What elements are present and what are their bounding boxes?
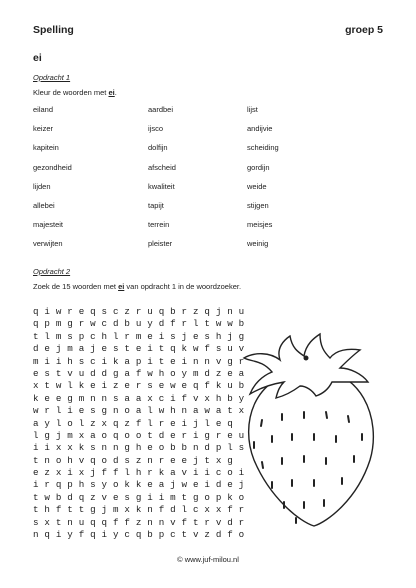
- word-search-row: d e j m a j e s t e i t q k w f s u v: [33, 343, 245, 355]
- word-item: scheiding: [247, 143, 279, 153]
- word-item: lijden: [33, 181, 51, 191]
- word-item: kapitein: [33, 143, 59, 153]
- word-item: gordijn: [247, 162, 270, 172]
- page-title: Spelling: [33, 24, 74, 36]
- word-item: allebei: [33, 201, 55, 210]
- word-search-row: i r q p h s y o k k e a j w e i d e j: [33, 479, 245, 491]
- word-item: kwaliteit: [148, 181, 175, 191]
- word-item: weide: [247, 181, 267, 191]
- topic-label: ei: [33, 52, 42, 64]
- word-search-row: a y l o l z x q z f l r e i j l e q: [33, 417, 233, 429]
- word-item: gezondheid: [33, 162, 72, 172]
- word-item: tapijt: [148, 201, 164, 210]
- word-item: terrein: [148, 220, 170, 230]
- word-item: aardbei: [148, 105, 174, 114]
- word-search-row: t w b d q z v e s g i i m t g o p k o: [33, 491, 245, 503]
- word-item: verwijten: [33, 239, 63, 249]
- word-search-row: i i x x k s n n g h e o b b n d p l s: [33, 442, 245, 454]
- word-item: andijvie: [247, 124, 273, 134]
- word-item: meisjes: [247, 220, 273, 230]
- word-search-row: k e e g m n n s a a x c i f v x h b y: [33, 392, 245, 404]
- word-item: pleister: [148, 239, 173, 249]
- word-search-grid: [33, 306, 244, 541]
- word-item: stijgen: [247, 201, 269, 210]
- word-item: majesteit: [33, 220, 64, 230]
- task2-heading: Opdracht 2: [33, 267, 71, 276]
- grade-label: groep 5: [345, 24, 383, 36]
- word-item: eiland: [33, 105, 54, 114]
- word-search-row: x t w l k e i z e r s e w e q f k u b: [33, 380, 245, 392]
- word-item: keizer: [33, 124, 54, 134]
- word-search-row: q p m g r w c d b u y d f r l t w w b: [33, 318, 245, 330]
- task2-instruction: Zoek de 15 woorden met ei van opdracht 1 in de woordzoeker.: [33, 282, 242, 291]
- word-search-row: t l m s p c h l r m e i s j e s h j g: [33, 330, 245, 342]
- footer-copyright: © www.juf-milou.nl: [177, 555, 239, 564]
- strawberry-illustration: [232, 330, 382, 530]
- word-search-row: l g j m x a o q o o t d e r i g r e u: [33, 429, 245, 441]
- word-search-row: e z x i x j f f l h r k a v i i c o i: [33, 467, 245, 479]
- header: [33, 24, 383, 40]
- word-item: afscheid: [148, 162, 176, 172]
- word-item: dolfijn: [148, 143, 168, 153]
- word-search-row: w r l i e s g n o a l w h n a w a t x: [33, 405, 245, 417]
- word-item: ijsco: [148, 124, 164, 134]
- task1-heading: Opdracht 1: [33, 73, 71, 82]
- word-search-row: n q i y f q i y c q b p c t v z d f o: [33, 529, 245, 541]
- word-search-row: m i i h s c i k a p i t e i n n v g r: [33, 355, 245, 367]
- word-search-row: s x t n u q q f f z n n v f t r v d r: [33, 516, 245, 528]
- word-search-row: e s t v u d d g a f w h o y m d z e a: [33, 367, 245, 379]
- task1-instruction: Kleur de woorden met ei.: [33, 88, 117, 97]
- word-item: weinig: [247, 239, 269, 249]
- word-search-row: t h f t t g j m x k n f d l c x x f r: [33, 504, 245, 516]
- word-search-row: q i w r e q s c z r u q b r z q j n u: [33, 306, 245, 317]
- word-item: lijst: [247, 105, 258, 114]
- word-search-row: t n o h v q o d s z n r e e j t x g: [33, 454, 233, 466]
